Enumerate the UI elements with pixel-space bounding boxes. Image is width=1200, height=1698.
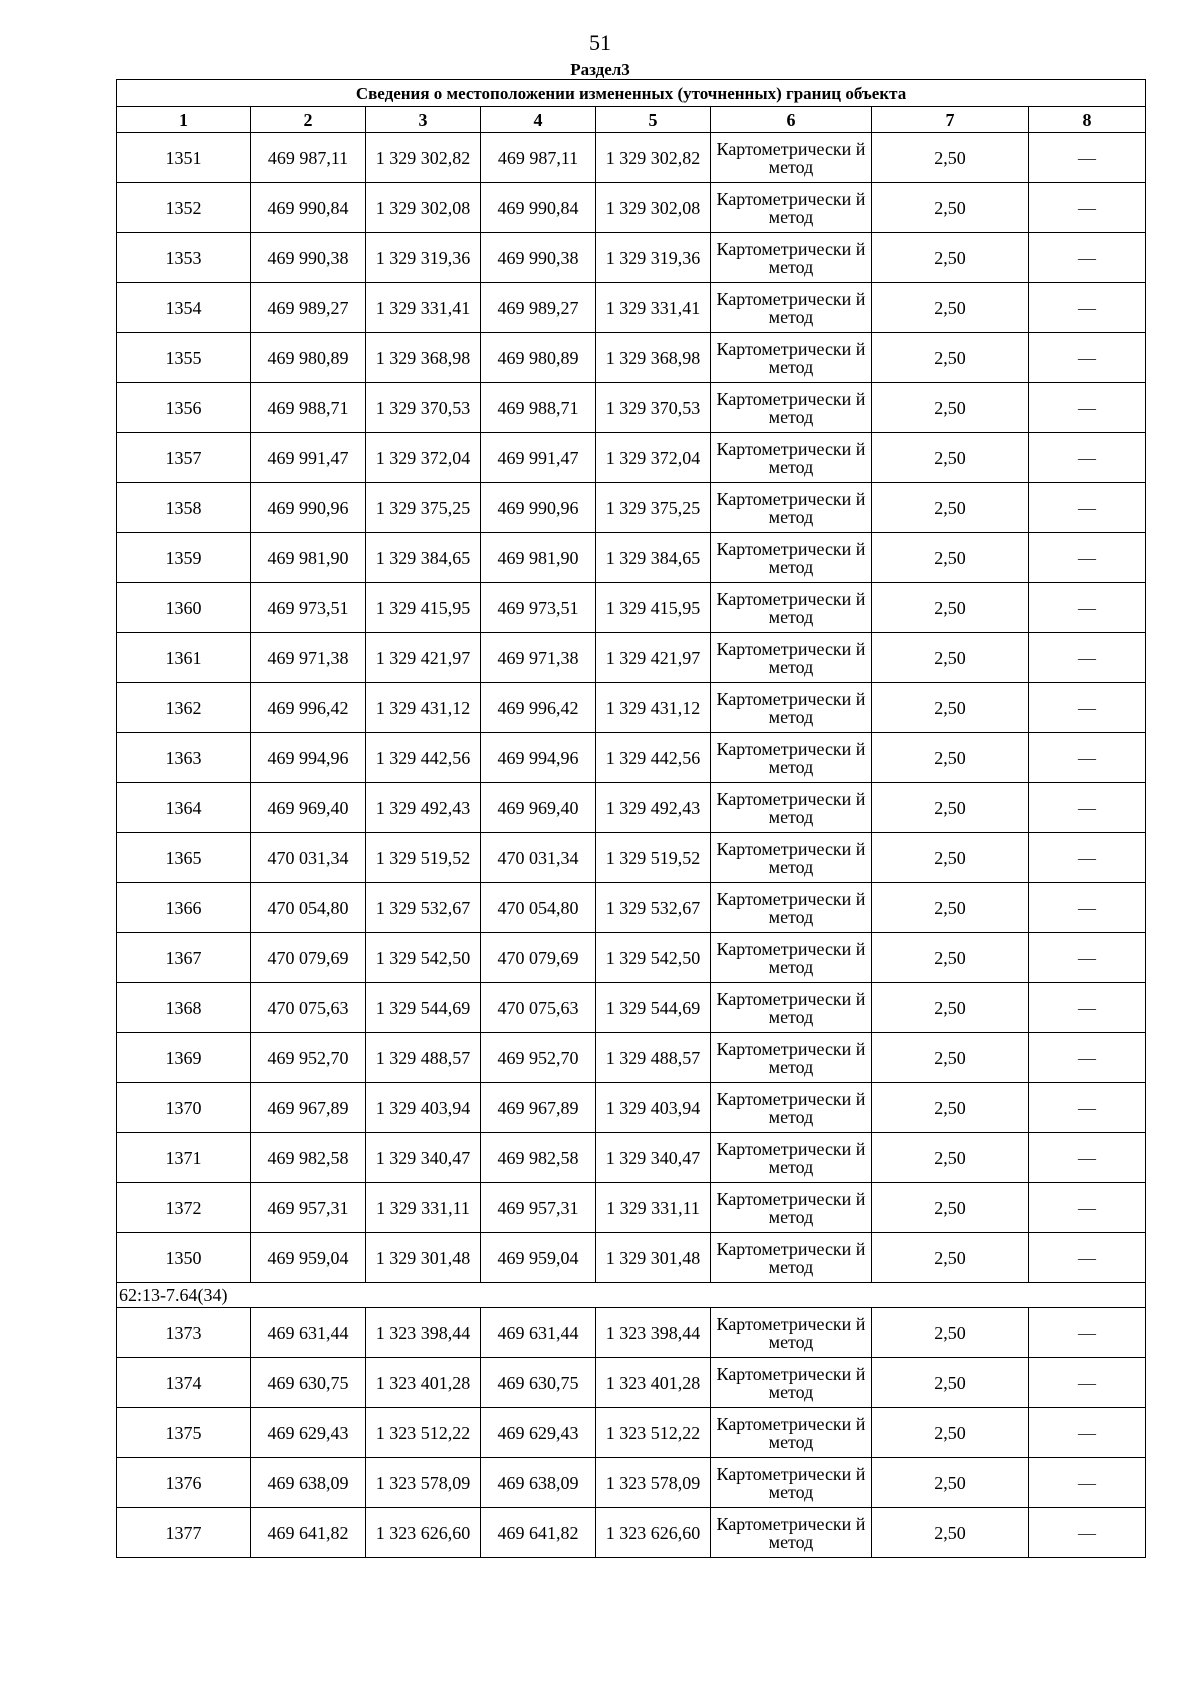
table-cell: 470 079,69: [481, 933, 596, 983]
table-cell: 1 329 442,56: [596, 733, 711, 783]
point-number-cell: 1353: [117, 233, 251, 283]
table-row: [117, 133, 1146, 183]
table-cell: 2,50: [872, 1083, 1029, 1133]
table-cell: 469 996,42: [251, 683, 366, 733]
table-cell: 2,50: [872, 333, 1029, 383]
table-cell: 469 957,31: [481, 1183, 596, 1233]
table-cell: 469 630,75: [481, 1358, 596, 1408]
table-cell: 1 329 368,98: [596, 333, 711, 383]
table-cell: 1 323 512,22: [366, 1408, 481, 1458]
table-cell: 469 952,70: [481, 1033, 596, 1083]
table-cell: 1 329 302,82: [366, 133, 481, 183]
table-cell: 2,50: [872, 1358, 1029, 1408]
point-number-cell: 1352: [117, 183, 251, 233]
method-cell: Картометрически й метод: [711, 533, 872, 583]
table-cell: 2,50: [872, 1308, 1029, 1358]
method-cell: Картометрически й метод: [711, 583, 872, 633]
table-cell: —: [1029, 433, 1146, 483]
table-cell: —: [1029, 283, 1146, 333]
point-number-cell: 1370: [117, 1083, 251, 1133]
table-cell: 1 323 578,09: [366, 1458, 481, 1508]
column-number: 7: [872, 107, 1029, 133]
table-cell: 1 329 488,57: [366, 1033, 481, 1083]
point-number-cell: 1376: [117, 1458, 251, 1508]
point-number-cell: 1357: [117, 433, 251, 483]
table-cell: 469 969,40: [481, 783, 596, 833]
method-cell: Картометрически й метод: [711, 483, 872, 533]
method-cell: Картометрически й метод: [711, 983, 872, 1033]
point-number-cell: 1356: [117, 383, 251, 433]
method-cell: Картометрически й метод: [711, 283, 872, 333]
point-number-cell: 1377: [117, 1508, 251, 1558]
table-row: [117, 633, 1146, 683]
table-cell: 1 329 368,98: [366, 333, 481, 383]
table-row: [117, 883, 1146, 933]
table-cell: —: [1029, 483, 1146, 533]
column-number: 6: [711, 107, 872, 133]
table-cell: 2,50: [872, 783, 1029, 833]
table-cell: —: [1029, 1358, 1146, 1408]
table-cell: 2,50: [872, 1408, 1029, 1458]
point-number-cell: 1371: [117, 1133, 251, 1183]
table-cell: 1 329 372,04: [366, 433, 481, 483]
table-cell: 469 990,38: [481, 233, 596, 283]
point-number-cell: 1358: [117, 483, 251, 533]
method-cell: Картометрически й метод: [711, 1033, 872, 1083]
table-row: [117, 1308, 1146, 1358]
group-label-row: [117, 1283, 1146, 1308]
table-cell: 1 329 532,67: [596, 883, 711, 933]
table-cell: 469 994,96: [251, 733, 366, 783]
table-row: [117, 1233, 1146, 1283]
table-row: [117, 533, 1146, 583]
table-cell: 469 969,40: [251, 783, 366, 833]
table-cell: 1 329 542,50: [596, 933, 711, 983]
method-cell: Картометрически й метод: [711, 1508, 872, 1558]
method-cell: Картометрически й метод: [711, 883, 872, 933]
table-cell: 469 971,38: [251, 633, 366, 683]
table-cell: 2,50: [872, 1133, 1029, 1183]
table-cell: 1 329 302,08: [366, 183, 481, 233]
table-cell: 1 329 403,94: [596, 1083, 711, 1133]
column-number: 4: [481, 107, 596, 133]
table-cell: 469 957,31: [251, 1183, 366, 1233]
point-number-cell: 1364: [117, 783, 251, 833]
table-cell: 470 054,80: [251, 883, 366, 933]
method-cell: Картометрически й метод: [711, 1458, 872, 1508]
table-cell: —: [1029, 583, 1146, 633]
table-cell: 1 323 401,28: [596, 1358, 711, 1408]
table-row: [117, 1508, 1146, 1558]
method-cell: Картометрически й метод: [711, 1133, 872, 1183]
table-cell: 470 075,63: [251, 983, 366, 1033]
column-number: 5: [596, 107, 711, 133]
point-number-cell: 1360: [117, 583, 251, 633]
table-cell: —: [1029, 733, 1146, 783]
table-cell: 469 641,82: [481, 1508, 596, 1558]
page-number: 51: [589, 30, 611, 55]
table-cell: 2,50: [872, 633, 1029, 683]
method-cell: Картометрически й метод: [711, 433, 872, 483]
table-cell: 469 638,09: [481, 1458, 596, 1508]
table-cell: 2,50: [872, 1033, 1029, 1083]
table-cell: 469 987,11: [251, 133, 366, 183]
table-row: [117, 383, 1146, 433]
point-number-cell: 1374: [117, 1358, 251, 1408]
table-cell: 1 329 421,97: [596, 633, 711, 683]
point-number-cell: 1366: [117, 883, 251, 933]
table-cell: 469 996,42: [481, 683, 596, 733]
section-title: Раздел3: [570, 60, 630, 79]
table-cell: —: [1029, 1308, 1146, 1358]
table-row: [117, 583, 1146, 633]
table-cell: 2,50: [872, 133, 1029, 183]
table-cell: 1 329 544,69: [596, 983, 711, 1033]
table-cell: 1 329 415,95: [366, 583, 481, 633]
method-cell: Картометрически й метод: [711, 733, 872, 783]
table-cell: 469 990,84: [251, 183, 366, 233]
table-row: [117, 1133, 1146, 1183]
table-cell: 1 329 421,97: [366, 633, 481, 683]
table-row: [117, 333, 1146, 383]
table-cell: 2,50: [872, 483, 1029, 533]
table-cell: 1 329 331,11: [596, 1183, 711, 1233]
method-cell: Картометрически й метод: [711, 1183, 872, 1233]
point-number-cell: 1359: [117, 533, 251, 583]
table-cell: 1 323 578,09: [596, 1458, 711, 1508]
table-cell: 469 988,71: [251, 383, 366, 433]
point-number-cell: 1367: [117, 933, 251, 983]
table-cell: 1 329 331,11: [366, 1183, 481, 1233]
method-cell: Картометрически й метод: [711, 683, 872, 733]
table-cell: 469 980,89: [481, 333, 596, 383]
table-cell: 1 323 401,28: [366, 1358, 481, 1408]
table-row: [117, 483, 1146, 533]
table-row: [117, 433, 1146, 483]
table-cell: —: [1029, 833, 1146, 883]
table-cell: —: [1029, 983, 1146, 1033]
column-number: 1: [117, 107, 251, 133]
table-cell: 2,50: [872, 833, 1029, 883]
table-cell: —: [1029, 883, 1146, 933]
table-cell: 1 329 375,25: [366, 483, 481, 533]
coordinates-table: [116, 79, 1146, 1558]
table-cell: 469 630,75: [251, 1358, 366, 1408]
table-cell: —: [1029, 633, 1146, 683]
table-row: [117, 833, 1146, 883]
method-cell: Картометрически й метод: [711, 1233, 872, 1283]
table-cell: 1 329 340,47: [596, 1133, 711, 1183]
table-cell: —: [1029, 683, 1146, 733]
point-number-cell: 1365: [117, 833, 251, 883]
table-cell: 1 323 398,44: [366, 1308, 481, 1358]
table-cell: 1 329 532,67: [366, 883, 481, 933]
table-cell: 469 990,96: [251, 483, 366, 533]
table-cell: 469 959,04: [481, 1233, 596, 1283]
table-row: [117, 683, 1146, 733]
table-cell: 469 990,38: [251, 233, 366, 283]
table-cell: —: [1029, 1133, 1146, 1183]
table-cell: 1 329 544,69: [366, 983, 481, 1033]
method-cell: Картометрически й метод: [711, 933, 872, 983]
table-cell: 470 079,69: [251, 933, 366, 983]
table-cell: 1 323 626,60: [596, 1508, 711, 1558]
table-cell: 469 989,27: [251, 283, 366, 333]
table-cell: 1 329 519,52: [366, 833, 481, 883]
table-cell: 469 990,84: [481, 183, 596, 233]
table-cell: 1 329 542,50: [366, 933, 481, 983]
method-cell: Картометрически й метод: [711, 633, 872, 683]
table-cell: 469 981,90: [251, 533, 366, 583]
table-cell: 2,50: [872, 883, 1029, 933]
point-number-cell: 1363: [117, 733, 251, 783]
table-cell: 1 329 384,65: [366, 533, 481, 583]
point-number-cell: 1355: [117, 333, 251, 383]
method-cell: Картометрически й метод: [711, 133, 872, 183]
method-cell: Картометрически й метод: [711, 783, 872, 833]
table-cell: 1 329 519,52: [596, 833, 711, 883]
table-cell: —: [1029, 1083, 1146, 1133]
table-cell: 1 329 331,41: [366, 283, 481, 333]
table-cell: 1 329 319,36: [366, 233, 481, 283]
table-cell: 469 959,04: [251, 1233, 366, 1283]
table-cell: 2,50: [872, 683, 1029, 733]
table-cell: 1 323 512,22: [596, 1408, 711, 1458]
table-cell: 469 990,96: [481, 483, 596, 533]
table-cell: 469 980,89: [251, 333, 366, 383]
table-cell: —: [1029, 533, 1146, 583]
table-caption: Сведения о местоположении измененных (уточненных) границ объекта: [117, 80, 1146, 107]
table-cell: 469 967,89: [481, 1083, 596, 1133]
table-cell: 2,50: [872, 433, 1029, 483]
table-caption-row: [117, 80, 1146, 107]
table-cell: 1 329 442,56: [366, 733, 481, 783]
point-number-cell: 1373: [117, 1308, 251, 1358]
table-cell: 469 994,96: [481, 733, 596, 783]
table-cell: —: [1029, 1233, 1146, 1283]
table-row: [117, 983, 1146, 1033]
table-cell: 469 991,47: [481, 433, 596, 483]
table-cell: 2,50: [872, 1233, 1029, 1283]
table-cell: 469 629,43: [251, 1408, 366, 1458]
table-cell: 2,50: [872, 733, 1029, 783]
table-cell: 470 054,80: [481, 883, 596, 933]
table-cell: 1 329 302,82: [596, 133, 711, 183]
method-cell: Картометрически й метод: [711, 1308, 872, 1358]
table-cell: 469 967,89: [251, 1083, 366, 1133]
table-cell: 1 329 488,57: [596, 1033, 711, 1083]
method-cell: Картометрически й метод: [711, 1083, 872, 1133]
method-cell: Картометрически й метод: [711, 1358, 872, 1408]
table-cell: 1 329 375,25: [596, 483, 711, 533]
table-cell: —: [1029, 1183, 1146, 1233]
table-cell: —: [1029, 383, 1146, 433]
column-number: 8: [1029, 107, 1146, 133]
table-cell: 469 982,58: [251, 1133, 366, 1183]
table-cell: 2,50: [872, 583, 1029, 633]
point-number-cell: 1350: [117, 1233, 251, 1283]
method-cell: Картометрически й метод: [711, 333, 872, 383]
table-cell: 1 329 415,95: [596, 583, 711, 633]
table-cell: 1 329 370,53: [596, 383, 711, 433]
table-cell: 469 631,44: [251, 1308, 366, 1358]
table-cell: 2,50: [872, 383, 1029, 433]
column-number: 2: [251, 107, 366, 133]
table-cell: 1 329 372,04: [596, 433, 711, 483]
point-number-cell: 1362: [117, 683, 251, 733]
table-cell: 1 329 431,12: [596, 683, 711, 733]
point-number-cell: 1351: [117, 133, 251, 183]
table-row: [117, 283, 1146, 333]
table-cell: 469 987,11: [481, 133, 596, 183]
table-cell: 469 981,90: [481, 533, 596, 583]
table-cell: —: [1029, 783, 1146, 833]
table-cell: 1 329 492,43: [366, 783, 481, 833]
column-number: 3: [366, 107, 481, 133]
table-cell: —: [1029, 1408, 1146, 1458]
method-cell: Картометрически й метод: [711, 1408, 872, 1458]
point-number-cell: 1372: [117, 1183, 251, 1233]
table-row: [117, 1183, 1146, 1233]
table-cell: 2,50: [872, 933, 1029, 983]
table-cell: —: [1029, 1458, 1146, 1508]
method-cell: Картометрически й метод: [711, 833, 872, 883]
table-cell: 469 971,38: [481, 633, 596, 683]
table-row: [117, 1408, 1146, 1458]
table-cell: 1 329 384,65: [596, 533, 711, 583]
table-cell: 1 329 301,48: [596, 1233, 711, 1283]
table-row: [117, 183, 1146, 233]
table-cell: —: [1029, 233, 1146, 283]
table-cell: 2,50: [872, 1508, 1029, 1558]
table-cell: 2,50: [872, 533, 1029, 583]
table-cell: 470 031,34: [251, 833, 366, 883]
table-cell: —: [1029, 133, 1146, 183]
table-row: [117, 1083, 1146, 1133]
point-number-cell: 1368: [117, 983, 251, 1033]
table-cell: 1 329 340,47: [366, 1133, 481, 1183]
table-cell: 1 329 492,43: [596, 783, 711, 833]
table-cell: 1 323 398,44: [596, 1308, 711, 1358]
point-number-cell: 1361: [117, 633, 251, 683]
table-cell: 1 329 302,08: [596, 183, 711, 233]
table-cell: 1 329 431,12: [366, 683, 481, 733]
table-row: [117, 733, 1146, 783]
group-label: 62:13-7.64(34): [117, 1283, 1146, 1308]
method-cell: Картометрически й метод: [711, 383, 872, 433]
table-cell: —: [1029, 933, 1146, 983]
table-cell: 1 329 370,53: [366, 383, 481, 433]
table-cell: 2,50: [872, 283, 1029, 333]
table-cell: 1 329 331,41: [596, 283, 711, 333]
table-cell: 469 973,51: [481, 583, 596, 633]
table-cell: 469 991,47: [251, 433, 366, 483]
table-row: [117, 1458, 1146, 1508]
table-cell: 1 329 301,48: [366, 1233, 481, 1283]
table-row: [117, 783, 1146, 833]
point-number-cell: 1375: [117, 1408, 251, 1458]
method-cell: Картометрически й метод: [711, 183, 872, 233]
table-cell: 470 031,34: [481, 833, 596, 883]
table-cell: 2,50: [872, 983, 1029, 1033]
table-row: [117, 1033, 1146, 1083]
table-cell: 469 988,71: [481, 383, 596, 433]
table-cell: —: [1029, 1508, 1146, 1558]
table-row: [117, 1358, 1146, 1408]
table-cell: 2,50: [872, 183, 1029, 233]
table-cell: 469 989,27: [481, 283, 596, 333]
point-number-cell: 1369: [117, 1033, 251, 1083]
method-cell: Картометрически й метод: [711, 233, 872, 283]
table-cell: 2,50: [872, 233, 1029, 283]
table-cell: 469 982,58: [481, 1133, 596, 1183]
table-cell: 469 973,51: [251, 583, 366, 633]
table-cell: —: [1029, 1033, 1146, 1083]
column-number-row: [117, 107, 1146, 133]
table-cell: 469 638,09: [251, 1458, 366, 1508]
table-cell: 469 629,43: [481, 1408, 596, 1458]
point-number-cell: 1354: [117, 283, 251, 333]
table-cell: 1 329 403,94: [366, 1083, 481, 1133]
table-cell: 2,50: [872, 1183, 1029, 1233]
table-cell: 470 075,63: [481, 983, 596, 1033]
table-cell: 469 952,70: [251, 1033, 366, 1083]
table-cell: 469 631,44: [481, 1308, 596, 1358]
table-row: [117, 933, 1146, 983]
table-cell: 1 323 626,60: [366, 1508, 481, 1558]
table-row: [117, 233, 1146, 283]
table-cell: —: [1029, 183, 1146, 233]
table-cell: —: [1029, 333, 1146, 383]
table-cell: 469 641,82: [251, 1508, 366, 1558]
table-cell: 2,50: [872, 1458, 1029, 1508]
table-cell: 1 329 319,36: [596, 233, 711, 283]
